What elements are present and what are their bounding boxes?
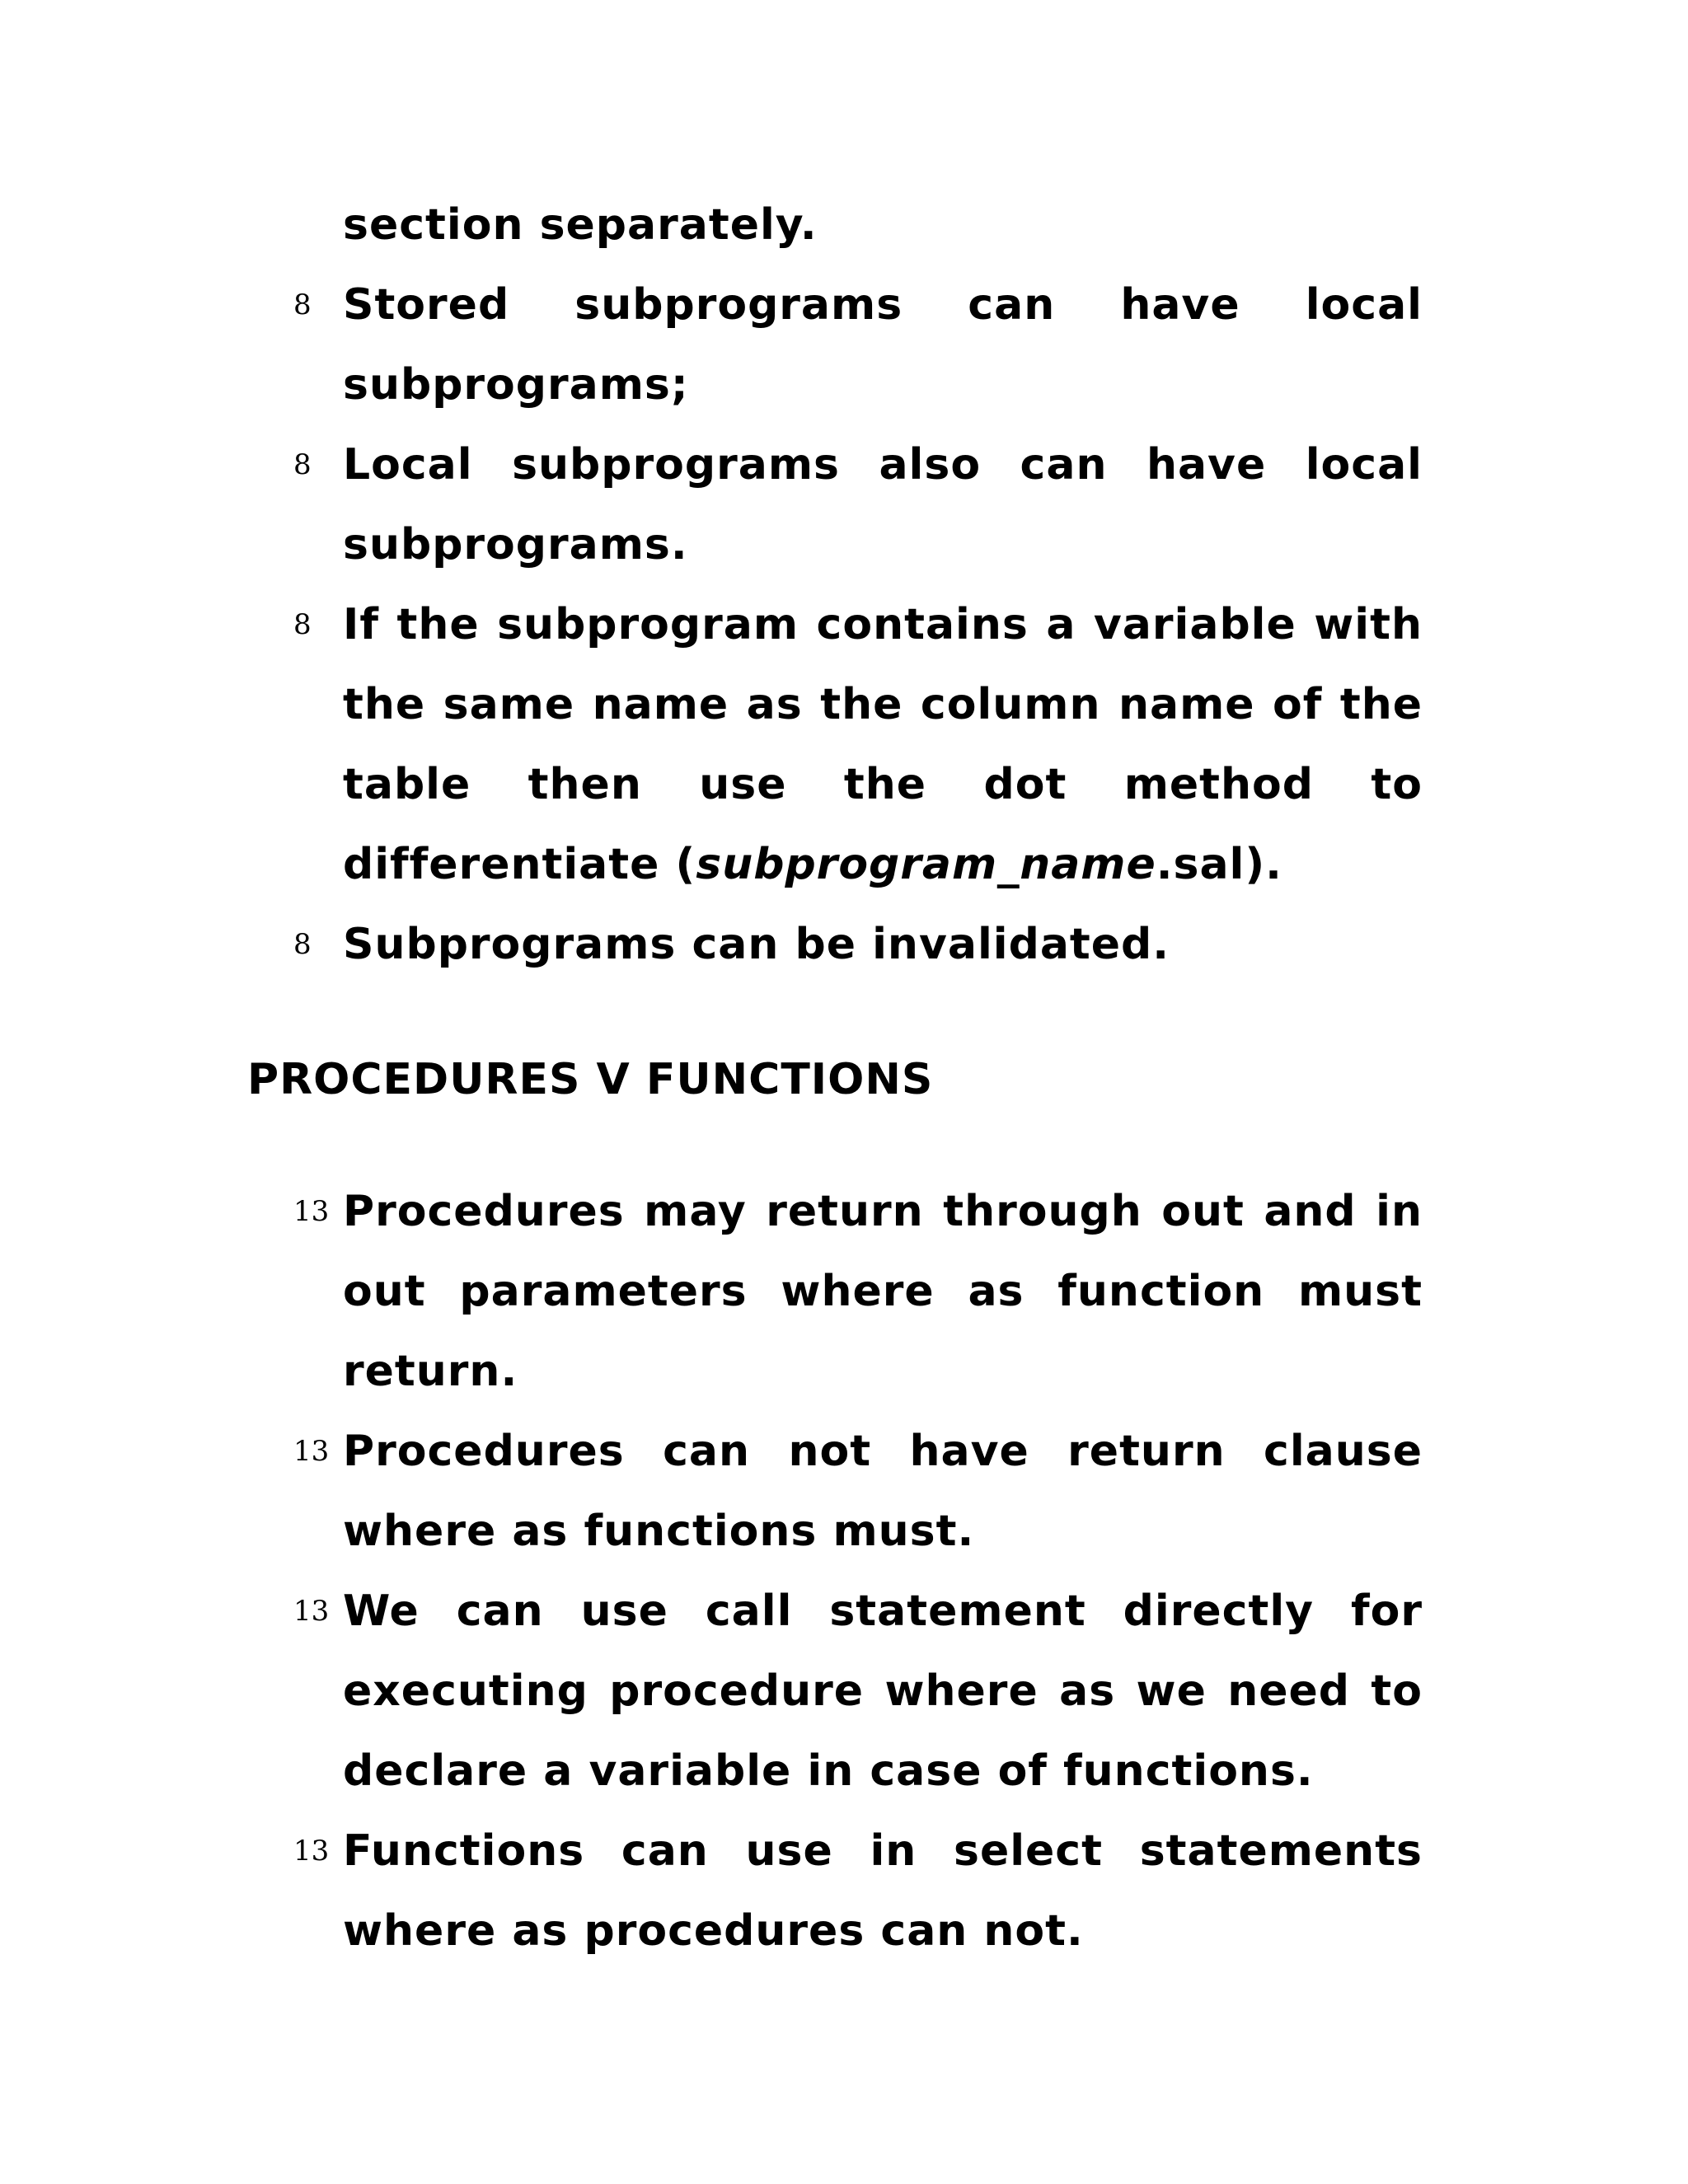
list-item bbox=[293, 265, 1423, 425]
bullet-marker: 13 bbox=[293, 1435, 330, 1468]
list-item-text: Stored subprograms can have local subprograms; bbox=[343, 280, 1423, 410]
bullet-marker: 8 bbox=[293, 608, 312, 641]
bullet-marker: 13 bbox=[293, 1595, 330, 1628]
list-item bbox=[293, 585, 1423, 905]
procedures-vs-functions-list bbox=[293, 1172, 1423, 1971]
list-item-text: Procedures can not have return clause where as functions must. bbox=[343, 1427, 1423, 1556]
list-item-text: Functions can use in select statements where as procedures can not. bbox=[343, 1826, 1423, 1956]
list-item bbox=[293, 905, 1423, 985]
bullet-marker: 8 bbox=[293, 928, 312, 961]
section-heading: PROCEDURES V FUNCTIONS bbox=[247, 1055, 934, 1104]
list-item bbox=[293, 425, 1423, 585]
subprogram-points-list bbox=[293, 265, 1423, 985]
list-item-text: Local subprograms also can have local subprograms. bbox=[343, 440, 1423, 569]
list-item-text: We can use call statement directly for executing procedure where as we need to declare a variable in case of functions. bbox=[343, 1586, 1423, 1796]
italic-identifier: subprogram_name bbox=[696, 840, 1156, 889]
bullet-marker: 8 bbox=[293, 448, 312, 481]
list-item-text-tail: .sal). bbox=[1156, 840, 1282, 889]
list-item-text: If the subprogram contains a variable with the same name as the column name of the table then use the dot method to differentiate ( bbox=[343, 600, 1423, 889]
list-item bbox=[293, 1172, 1423, 1412]
continuation-text: section separately. bbox=[343, 200, 818, 250]
bullet-marker: 13 bbox=[293, 1835, 330, 1868]
bullet-marker: 8 bbox=[293, 288, 312, 321]
list-item bbox=[293, 1412, 1423, 1572]
bullet-marker: 13 bbox=[293, 1195, 330, 1228]
list-item bbox=[293, 1572, 1423, 1811]
list-item bbox=[293, 1811, 1423, 1971]
list-item-text: Subprograms can be invalidated. bbox=[343, 920, 1170, 969]
list-item-text: Procedures may return through out and in out parameters where as function must return. bbox=[343, 1187, 1423, 1396]
